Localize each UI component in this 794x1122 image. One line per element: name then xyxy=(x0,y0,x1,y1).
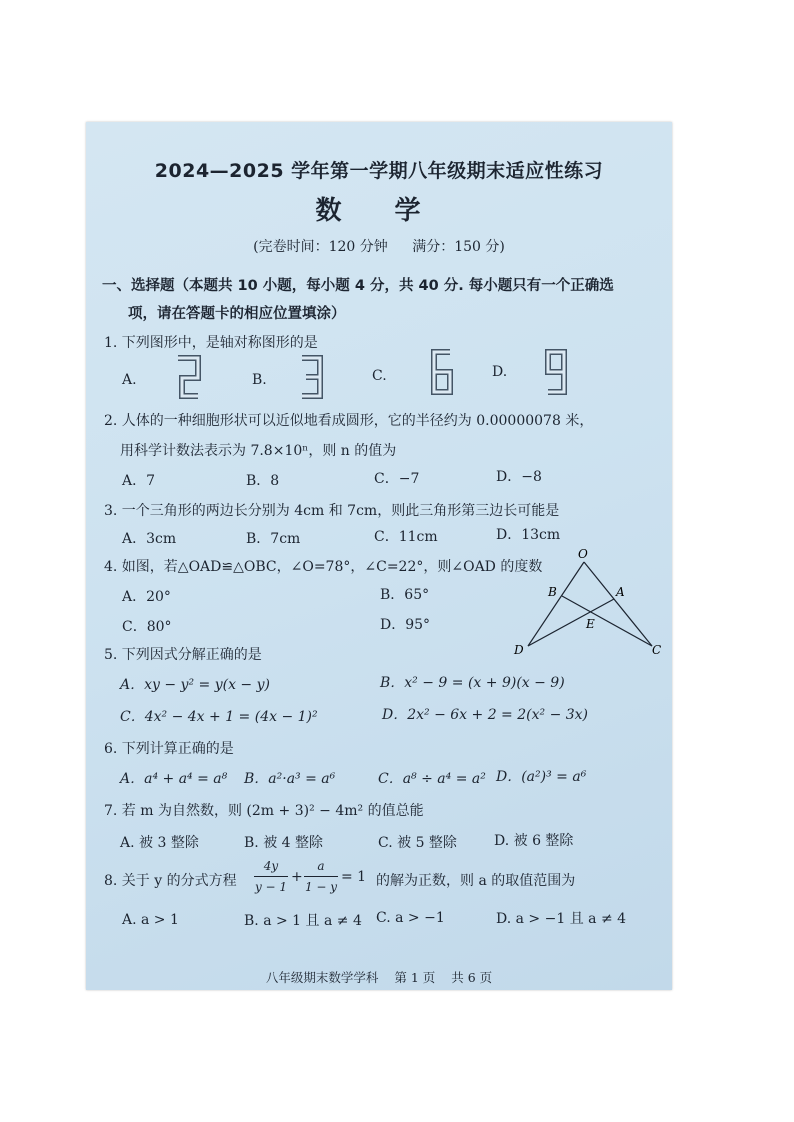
footer-total: 共 6 页 xyxy=(451,970,493,985)
label-d: D xyxy=(514,643,524,656)
q7-option-d: D. 被 6 整除 xyxy=(494,833,574,849)
q8-frac2-numerator: a xyxy=(317,859,325,873)
q6-stem: 6. 下列计算正确的是 xyxy=(104,741,234,757)
q8-option-b: B. a > 1 且 a ≠ 4 xyxy=(244,913,362,929)
q2-option-c: C．−7 xyxy=(374,471,420,487)
q8-frac1-numerator: 4y xyxy=(263,859,279,873)
q4-triangle-figure xyxy=(506,546,666,656)
subject-title: 数 学 xyxy=(315,196,443,226)
q5-option-b: B．x² − 9 = (x + 9)(x − 9) xyxy=(380,675,565,691)
q1-option-c: C. xyxy=(372,368,387,384)
section-heading-line1: 一、选择题（本题共 10 小题，每小题 4 分，共 40 分. 每小题只有一个正确选 xyxy=(102,278,614,294)
q8-frac2-bar xyxy=(304,876,338,877)
footer-subject: 八年级期末数学学科 xyxy=(265,970,379,985)
q1-figure-9 xyxy=(542,348,570,396)
q2-option-d: D．−8 xyxy=(496,469,542,485)
q5-option-c: C．4x² − 4x + 1 = (4x − 1)² xyxy=(120,709,318,725)
q8-frac2-denominator: 1 − y xyxy=(304,880,338,894)
q2-option-a: A．7 xyxy=(122,473,156,489)
q8-option-a: A. a > 1 xyxy=(122,912,179,928)
q6-option-a: A．a⁴ + a⁴ = a⁸ xyxy=(120,771,228,787)
q7-option-c: C. 被 5 整除 xyxy=(378,835,457,851)
q2-stem-line1: 2. 人体的一种细胞形状可以近似地看成圆形，它的半径约为 0.00000078 米， xyxy=(104,413,594,429)
q3-option-a: A．3cm xyxy=(122,531,177,547)
label-a: A xyxy=(616,585,625,599)
exam-meta xyxy=(86,236,672,256)
q5-stem: 5. 下列因式分解正确的是 xyxy=(104,647,262,663)
q2-option-b: B．8 xyxy=(246,473,280,489)
q8-frac1-denominator: y − 1 xyxy=(254,880,288,894)
q1-option-d: D. xyxy=(492,364,508,380)
q5-option-d: D．2x² − 6x + 2 = 2(x² − 3x) xyxy=(382,707,589,723)
label-c: C xyxy=(652,643,662,656)
q1-figure-3 xyxy=(298,354,326,400)
q7-option-a: A. 被 3 整除 xyxy=(120,835,199,851)
q8-option-d: D. a > −1 且 a ≠ 4 xyxy=(496,911,627,927)
q2-stem-line2: 用科学计数法表示为 7.8×10ⁿ，则 n 的值为 xyxy=(120,443,397,459)
label-b: B xyxy=(548,585,557,599)
q1-figure-6 xyxy=(428,348,456,396)
q4-option-a: A．20° xyxy=(122,589,171,605)
q8-stem-start: 8. 关于 y 的分式方程 xyxy=(104,873,237,889)
q6-option-b: B．a²·a³ = a⁶ xyxy=(244,771,336,787)
q1-stem: 1. 下列图形中，是轴对称图形的是 xyxy=(104,335,318,351)
exam-title: 2024—2025 学年第一学期八年级期末适应性练习 xyxy=(154,160,604,182)
q6-option-d: D．(a²)³ = a⁶ xyxy=(496,769,587,785)
q8-plus: + xyxy=(291,869,303,885)
q3-option-c: C．11cm xyxy=(374,529,438,545)
page-footer xyxy=(86,968,672,986)
q1-option-a: A. xyxy=(122,372,137,388)
q8-frac1-bar xyxy=(254,876,288,877)
q3-option-d: D．13cm xyxy=(496,527,561,543)
exam-page xyxy=(86,122,672,990)
q4-option-b: B．65° xyxy=(380,587,430,603)
q8-equals: = 1 xyxy=(341,869,367,885)
footer-page: 第 1 页 xyxy=(394,970,436,985)
q7-stem: 7. 若 m 为自然数，则 (2m + 3)² − 4m² 的值总能 xyxy=(104,803,424,819)
q8-stem-end: 的解为正数，则 a 的取值范围为 xyxy=(376,873,576,889)
label-o: O xyxy=(578,547,588,561)
section-heading-line2: 项，请在答题卡的相应位置填涂） xyxy=(128,306,346,322)
q1-figure-2 xyxy=(174,354,202,400)
q8-option-c: C. a > −1 xyxy=(376,910,445,926)
time-limit: (完卷时间：120 分钟 xyxy=(253,239,388,255)
q1-option-b: B. xyxy=(252,372,267,388)
q3-option-b: B．7cm xyxy=(246,531,301,547)
q5-option-a: A．xy − y² = y(x − y) xyxy=(120,677,270,693)
label-e: E xyxy=(586,617,595,631)
q7-option-b: B. 被 4 整除 xyxy=(244,835,323,851)
q4-option-d: D．95° xyxy=(380,617,431,633)
q4-option-c: C．80° xyxy=(122,619,172,635)
q4-stem: 4. 如图，若△OAD≌△OBC，∠O=78°，∠C=22°，则∠OAD 的度数 xyxy=(104,559,543,575)
q6-option-c: C．a⁸ ÷ a⁴ = a² xyxy=(378,771,486,787)
full-score: 满分：150 分) xyxy=(412,239,505,255)
q3-stem: 3. 一个三角形的两边长分别为 4cm 和 7cm，则此三角形第三边长可能是 xyxy=(104,503,560,519)
